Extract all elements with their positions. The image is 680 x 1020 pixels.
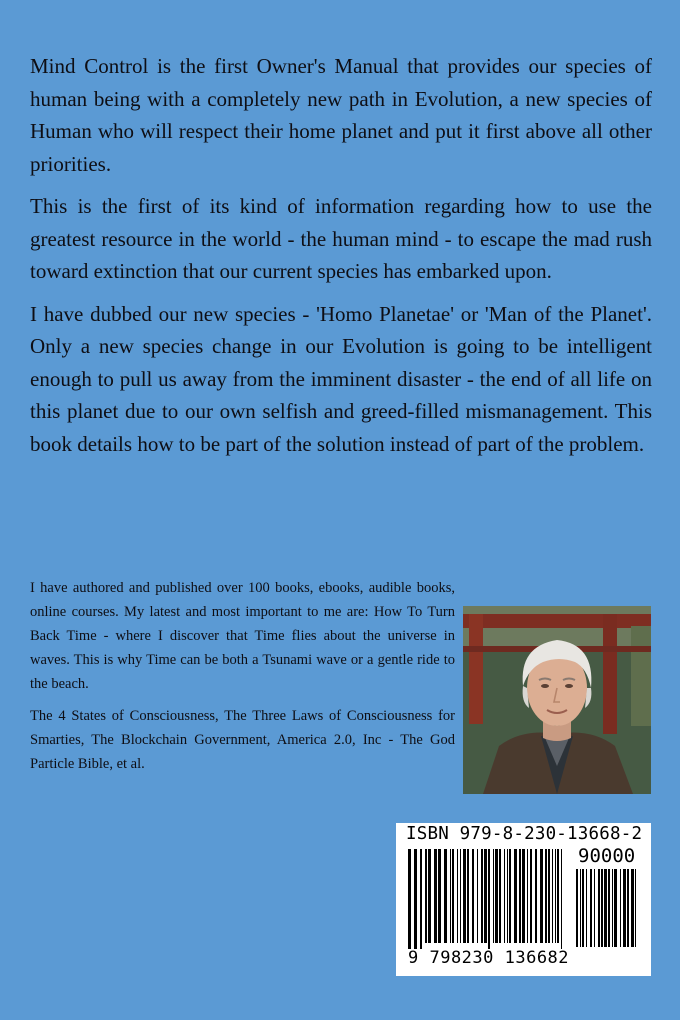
blurb-paragraph-3: I have dubbed our new species - 'Homo Planetae' or 'Man of the Planet'. Only a new species change in our Evolution is going to be intelligent enough to pull us away from the imminent disaster - the end of all life on this planet due to our own selfish and greed-filled mismanagement. This book details how to be part of the solution instead of part of the problem. [30,301,652,456]
barcode-bar [627,869,629,947]
barcode-bar [594,869,595,947]
barcode-bar [504,849,505,943]
price-code: 90000 [578,845,636,867]
barcode-bar [450,849,451,943]
barcode-bar [586,869,587,947]
barcode-bar [420,849,422,949]
barcode-bar [576,869,578,947]
barcode-bar [495,849,498,943]
barcode-bar [631,869,634,947]
barcode-bar [608,869,610,947]
barcode-bar [635,869,636,947]
barcode-bar [527,849,528,943]
author-portrait-illustration [463,606,651,794]
ean-digits: 9 798230 136682 [408,948,570,968]
barcode-bar [557,849,559,943]
barcode-bar [623,869,626,947]
barcode-bar [598,869,600,947]
barcode-bar [499,849,501,943]
barcode-bar [467,849,469,943]
blurb [30,50,652,470]
barcode-bar [509,849,511,943]
bio-paragraph-1: I have authored and published over 100 books, ebooks, audible books, online courses. My latest and most important to me are: How To Turn Back Time - where I discover that Time flies about the universe in waves. This is why Time can be both a Tsunami wave or a gentle ride to the beach. [30,580,455,692]
bio-paragraph-2: The 4 States of Consciousness, The Three Laws of Consciousness for Smarties, The Blockchain Government, America 2.0, Inc - The God Particle Bible, et al. [30,708,455,772]
barcode-bar [552,849,553,943]
author-bio [30,576,455,784]
barcode-bar [434,849,437,943]
barcode-bar [601,869,603,947]
barcode-bar [484,849,487,943]
barcode-bar [444,849,447,943]
barcode-bar [460,849,461,943]
barcode-bar [614,869,617,947]
barcode-bar [428,849,431,943]
barcode-bar [472,849,474,943]
barcode-bar [408,849,411,949]
isbn-barcode [396,823,651,976]
barcode-bar [514,849,517,943]
barcode-bar [493,849,494,943]
author-photo [463,606,651,794]
barcode-bar [561,849,562,949]
barcode-bar [582,869,584,947]
barcode-bar [590,869,592,947]
barcode-bar [438,849,441,943]
barcode-bar [507,849,508,943]
barcode-bar [522,849,525,943]
barcode-bar [535,849,537,943]
barcode-bar [425,849,427,943]
barcode-bar [612,869,613,947]
barcode-bar [540,849,543,943]
barcode-bar [488,849,490,949]
barcode-bar [477,849,478,943]
barcode-bar [452,849,454,943]
barcode-bar [548,849,550,943]
barcode-bar [519,849,521,943]
barcode-bar [481,849,483,943]
ean-bars [408,849,568,949]
barcode-bar [545,849,547,943]
barcode-bar [580,869,581,947]
barcode-bar [463,849,466,943]
barcode-bar [414,849,417,949]
barcode-bar [555,849,556,943]
barcode-bar [530,849,532,943]
barcode-bar [620,869,621,947]
barcode-bar [604,869,607,947]
barcode-bar [457,849,458,943]
isbn-label: ISBN 979-8-230-13668-2 [406,824,643,844]
blurb-paragraph-1: Mind Control is the first Owner's Manual that provides our species of human being with a completely new path in Evolution, a new species of Human who will respect their home planet and put it first above all other priorities. [30,54,652,176]
blurb-paragraph-2: This is the first of its kind of information regarding how to use the greatest resource in the world - the human mind - to escape the mad rush toward extinction that our current species has embarked upon. [30,194,652,283]
addon-bars [576,869,642,949]
